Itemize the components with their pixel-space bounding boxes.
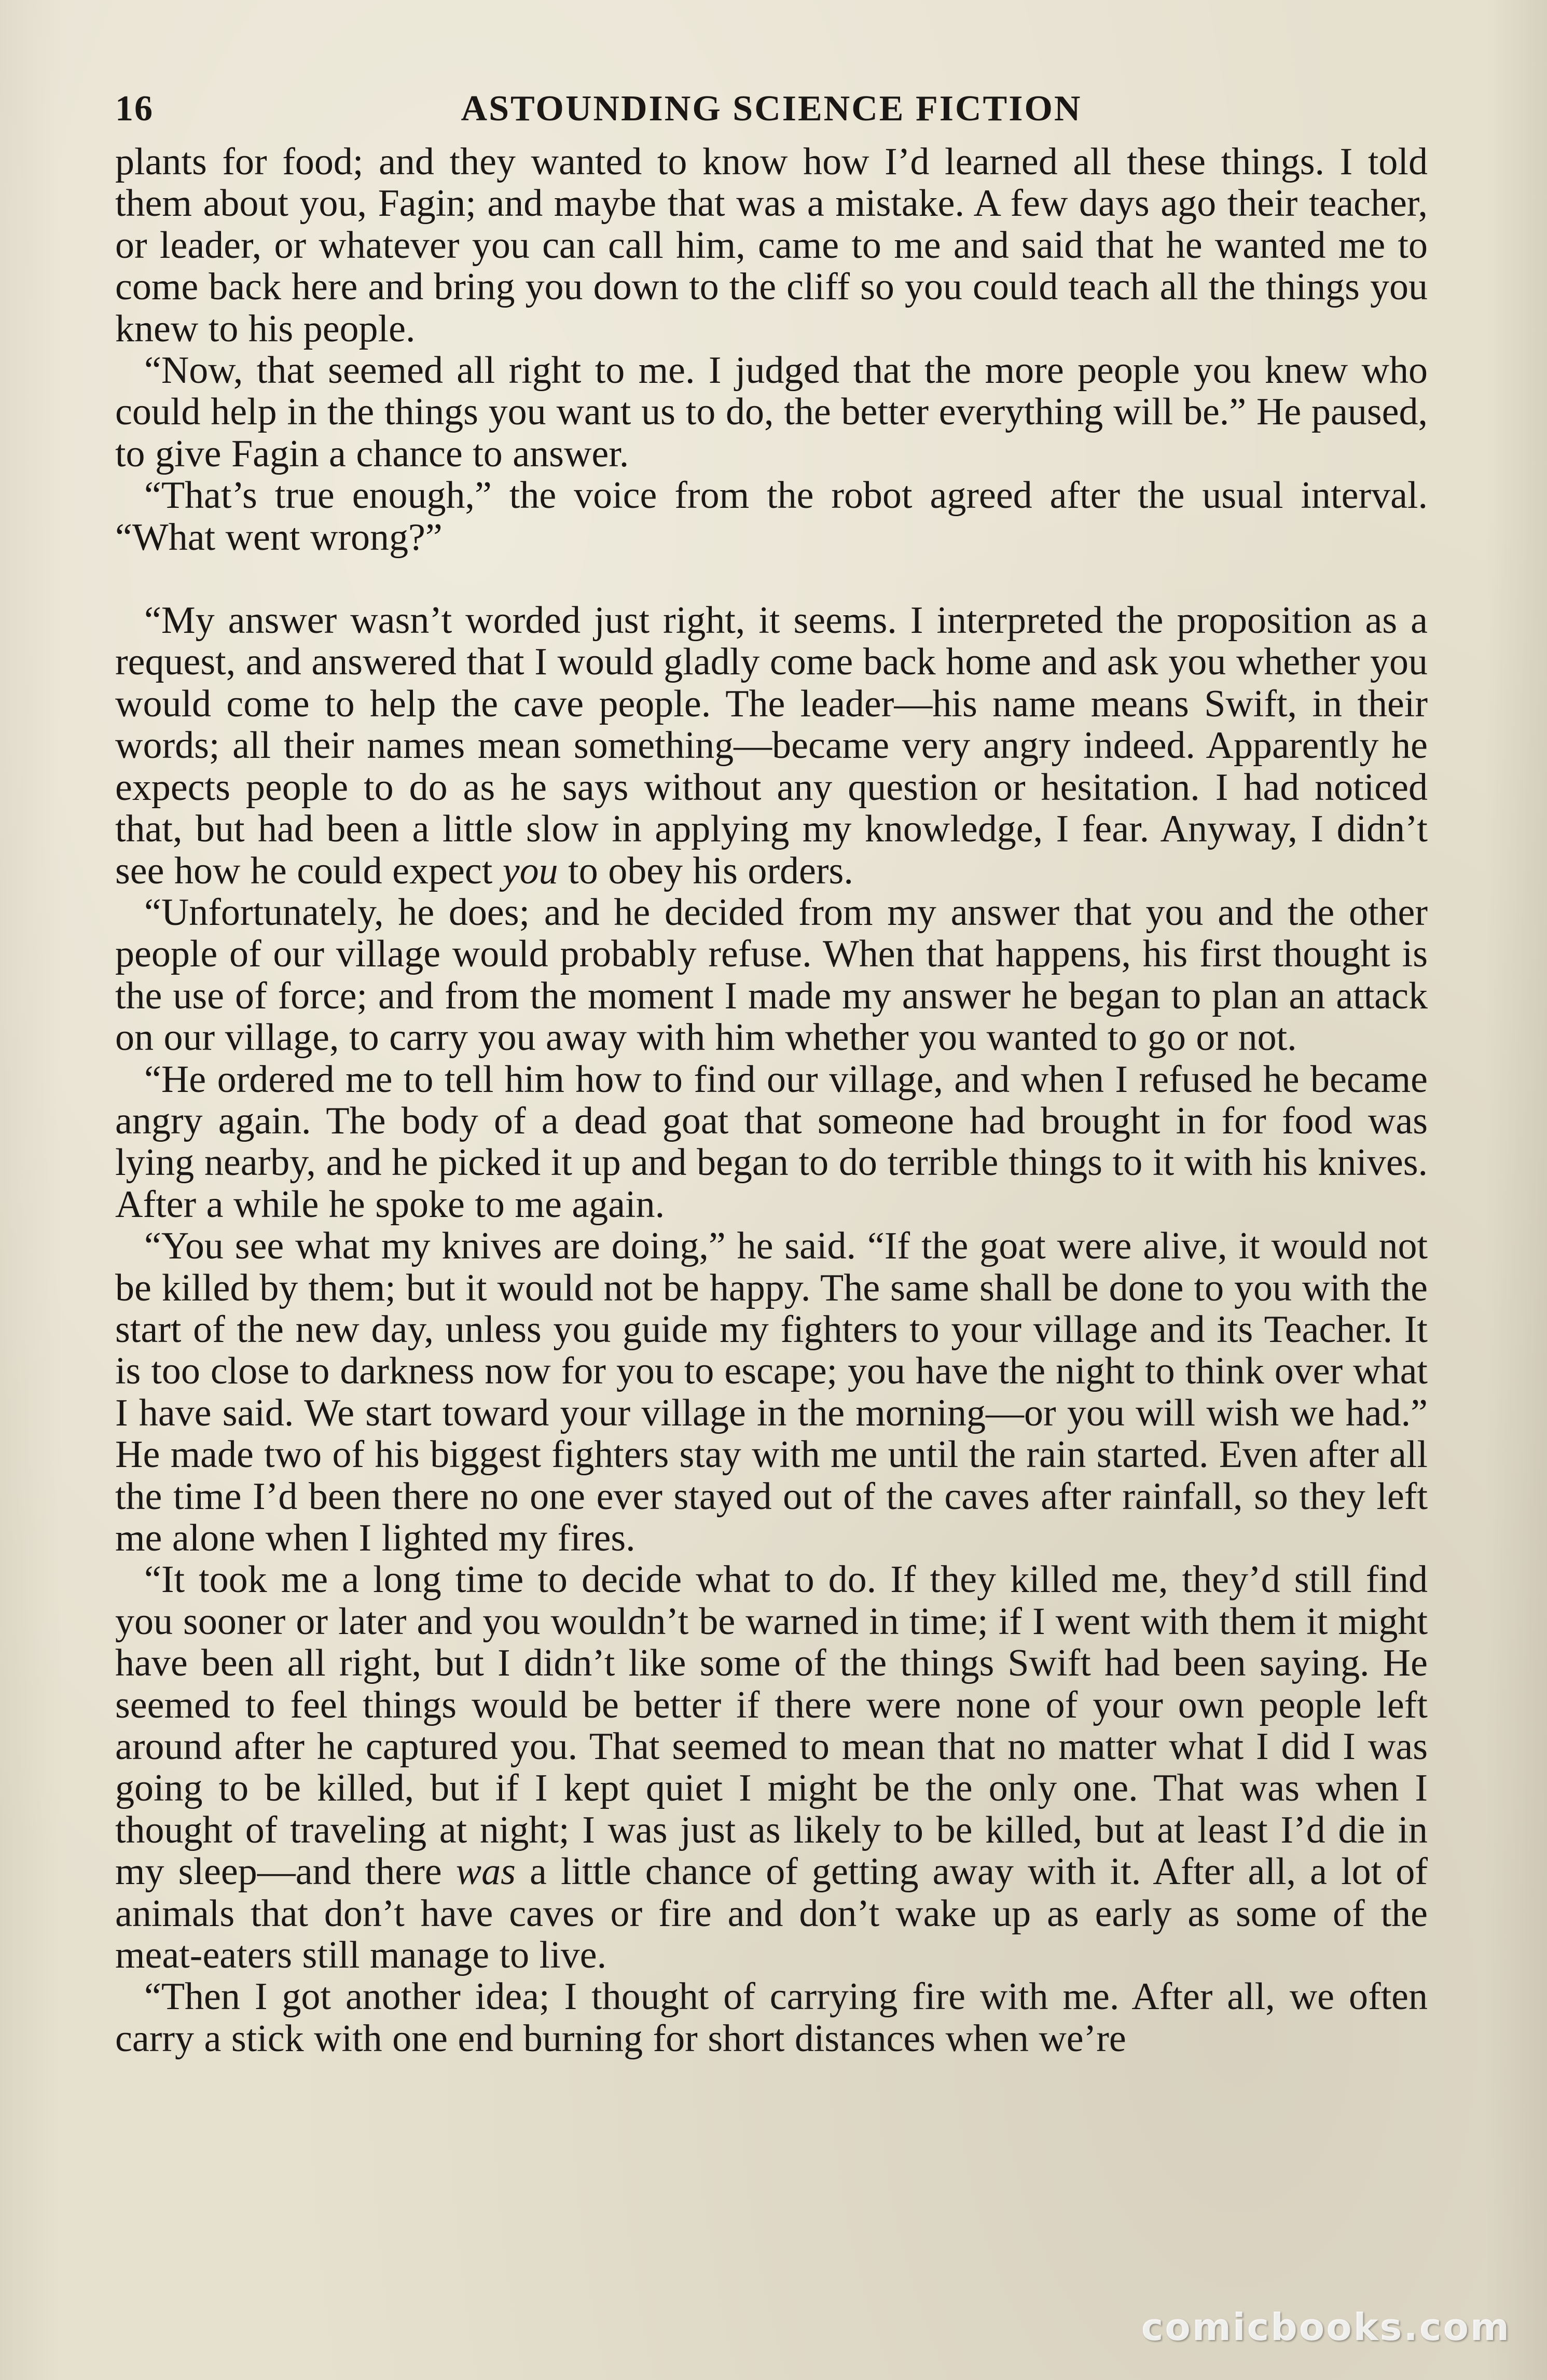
paragraph-1: plants for food; and they wanted to know how I’d learned all these things. I told them about you, Fagin; and maybe that was a mistake. A few days ago their teacher, or leader, or whatever you can call him, came to me and said that he wanted me to come back here and bring you down to the cliff so you could teach all the things you knew to his people. — [115, 141, 1428, 350]
watermark: comicbooks.com — [1141, 2305, 1511, 2349]
paragraph-4-text-b: to obey his orders. — [558, 849, 853, 892]
paragraph-9: “Then I got another idea; I thought of carrying fire with me. After all, we often carry a stick with one end burning for short distances when we’re — [115, 1975, 1428, 2060]
page-number: 16 — [115, 89, 154, 129]
paragraph-4 — [115, 600, 1428, 892]
paragraph-8-emphasis: was — [455, 1850, 516, 1893]
paragraph-2: “Now, that seemed all right to me. I judged that the more people you knew who could help in the things you want us to do, the better everything will be.” He paused, to give Fagin a chance to answer. — [115, 349, 1428, 475]
paragraph-4-emphasis: you — [502, 849, 558, 892]
paragraph-3: “That’s true enough,” the voice from the robot agreed after the usual interval. “What went wrong?” — [115, 474, 1428, 559]
paragraph-8-text-a: “It took me a long time to decide what to do. If they killed me, they’d still find you sooner or later and you wouldn’t be warned in time; if I went with them it might have been all right, but I didn’t like some of the things Swift had been saying. He seemed to feel things would be better if there were none of your own people left around after he captured you. That seemed to mean that no matter what I did I was going to be killed, but if I kept quiet I might be the only one. That was when I thought of traveling at night; I was just as likely to be killed, but at least I’d die in my sleep—and there — [115, 1558, 1428, 1893]
body-text — [115, 141, 1428, 2059]
paragraph-6: “He ordered me to tell him how to find our village, and when I refused he became angry again. The body of a dead goat that someone had brought in for food was lying nearby, and he picked it up and began to do terrible things to it with his knives. After a while he spoke to me again. — [115, 1058, 1428, 1226]
paragraph-7: “You see what my knives are doing,” he said. “If the goat were alive, it would not be killed by them; but it would not be happy. The same shall be done to you with the start of the new day, unless you guide my fighters to your village and its Teacher. It is too close to darkness now for you to escape; you have the night to think over what I have said. We start toward your village in the morning—or you will wish we had.” He made two of his biggest fighters stay with me until the rain started. Even after all the time I’d been there no one ever stayed out of the caves after rainfall, so they left me alone when I lighted my fires. — [115, 1225, 1428, 1559]
paragraph-5: “Unfortunately, he does; and he decided from my answer that you and the other people of our village would probably refuse. When that happens, his first thought is the use of force; and from the moment I made my answer he began to plan an attack on our village, to carry you away with him whether you wanted to go or not. — [115, 891, 1428, 1059]
paragraph-4-text-a: “My answer wasn’t worded just right, it seems. I interpreted the proposition as a request, and answered that I would gladly come back home and ask you whether you would come to help the cave people. The leader—his name means Swift, in their words; all their names mean something—became very angry indeed. Apparently he expects people to do as he says without any question or hesitation. I had noticed that, but had been a little slow in applying my knowledge, I fear. Anyway, I didn’t see how he could expect — [115, 599, 1428, 892]
paragraph-8-text-b: a little chance of getting away with it. After all, a lot of animals that don’t have caves or fire and don’t wake up as early as some of the meat-eaters still manage to live. — [115, 1850, 1428, 1977]
book-page — [115, 83, 1428, 2303]
paragraph-8 — [115, 1559, 1428, 1976]
page-header — [115, 83, 1428, 135]
running-head: ASTOUNDING SCIENCE FICTION — [461, 89, 1082, 129]
